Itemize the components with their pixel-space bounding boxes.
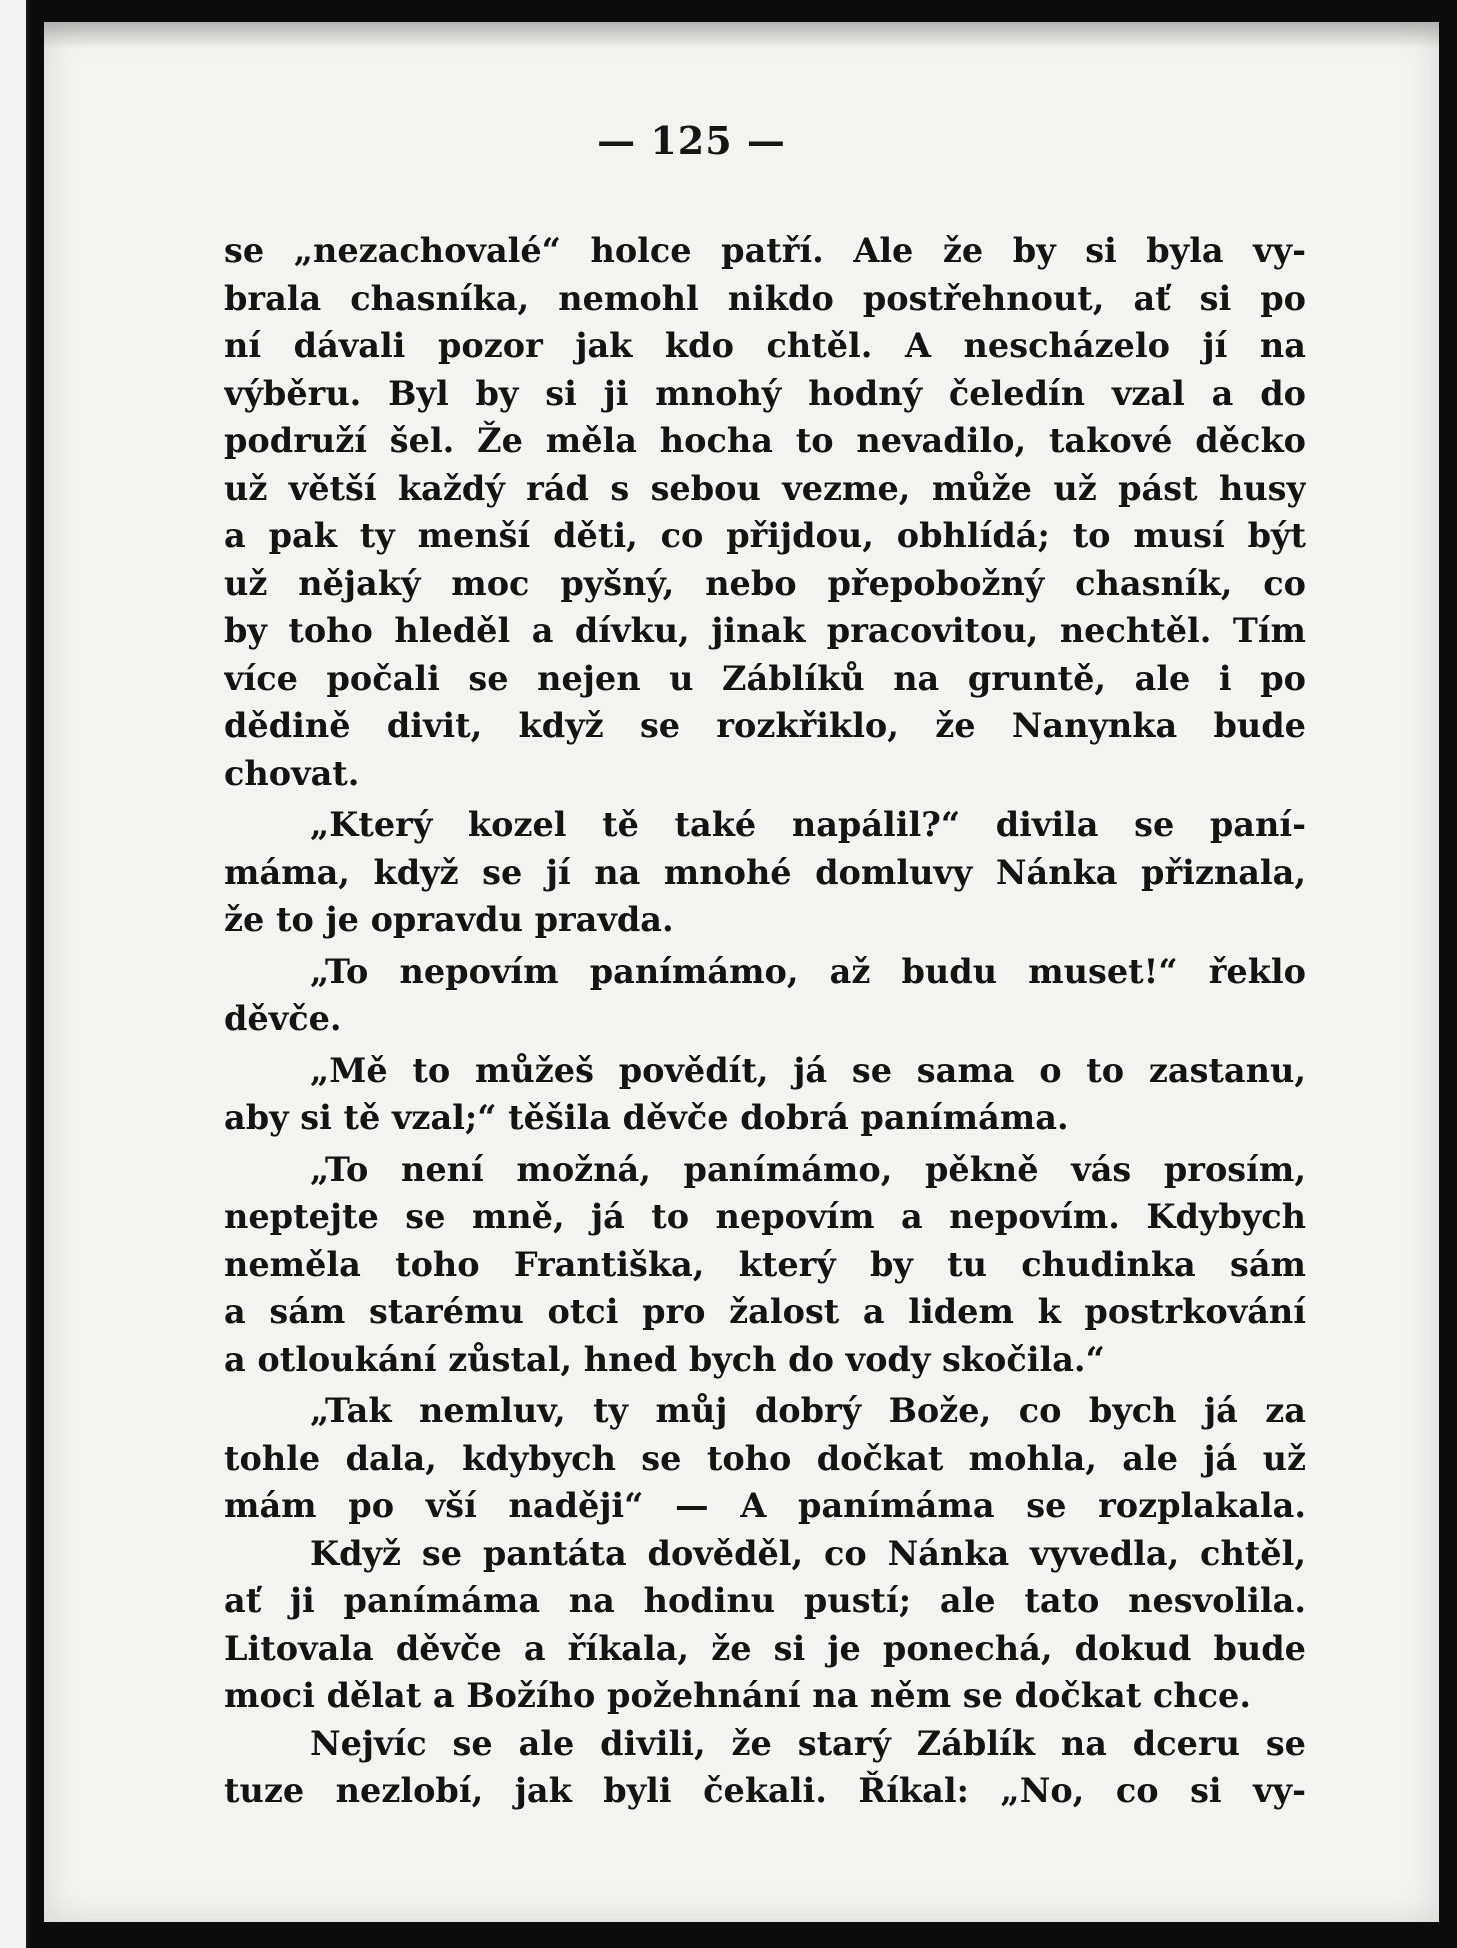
text-line: Když se pantáta dověděl, co Nánka vyvedla, chtěl, (310, 1533, 1306, 1573)
text-line: a otloukání zůstal, hned bych do vody skočila.“ (224, 1339, 1105, 1379)
text-line: a pak ty menší děti, co přijdou, obhlídá; to musí být (224, 516, 1306, 555)
text-line: by toho hleděl a dívku, jinak pracovitou, nechtěl. Tím (224, 611, 1306, 650)
text-line: Nejvíc se ale divili, že starý Záblík na dceru se (310, 1723, 1306, 1763)
text-line: „To nepovím panímámo, až budu muset!“ řeklo (310, 951, 1306, 991)
text-line: už větší každý rád s sebou vezme, může už pást husy (224, 468, 1306, 508)
text-line: ať ji panímáma na hodinu pustí; ale tato nesvolila. (224, 1581, 1306, 1620)
text-line: a sám starému otci pro žalost a lidem k postrkování (224, 1292, 1306, 1331)
text-line: chovat. (224, 753, 360, 793)
text-line: děvče. (224, 999, 342, 1038)
text-line: máma, když se jí na mnohé domluvy Nánka přiznala, (224, 852, 1306, 892)
text-line: se „nezachovalé“ holce patří. Ale že by si byla vy- (224, 231, 1306, 270)
book-page (44, 22, 1439, 1922)
text-line: ní dávali pozor jak kdo chtěl. A nescházelo jí na (224, 326, 1306, 365)
text-line: dědině divit, když se rozkřiklo, že Nanynka bude (224, 706, 1306, 745)
text-line: neptejte se mně, já to nepovím a nepovím. Kdybych (224, 1197, 1306, 1236)
text-line: tohle dala, kdybych se toho dočkat mohla, ale já už (224, 1438, 1306, 1478)
text-line: že to je opravdu pravda. (224, 900, 674, 939)
text-line: aby si tě vzal;“ těšila děvče dobrá panímáma. (224, 1098, 1069, 1137)
page-number: — 125 — (597, 118, 786, 163)
text-line: „To není možná, panímámo, pěkně vás prosím, (310, 1149, 1306, 1189)
text-line: brala chasníka, nemohl nikdo postřehnout, ať si po (224, 278, 1306, 318)
text-line: neměla toho Františka, který by tu chudinka sám (224, 1244, 1306, 1284)
text-line: více počali se nejen u Záblíků na gruntě, ale i po (224, 658, 1306, 698)
text-line: „Který kozel tě také napálil?“ divila se paní- (310, 805, 1306, 844)
text-line: moci dělat a Božího požehnání na něm se dočkat chce. (224, 1676, 1251, 1715)
page-text (224, 227, 1306, 1815)
text-line: mám po vší naději“ — A panímáma se rozplakala. (224, 1486, 1306, 1525)
text-line: „Tak nemluv, ty můj dobrý Bože, co bych já za (310, 1391, 1306, 1430)
text-line: výběru. Byl by si ji mnohý hodný čeledín vzal a do (224, 373, 1306, 413)
text-line: Litovala děvče a říkala, že si je ponechá, dokud bude (224, 1628, 1306, 1668)
text-line: podruží šel. Že měla hocha to nevadilo, takové děcko (224, 421, 1306, 460)
previous-page-edge (0, 0, 29, 1948)
text-line: už nějaký moc pyšný, nebo přepobožný chasník, co (224, 563, 1306, 603)
text-line: „Mě to můžeš povědít, já se sama o to zastanu, (310, 1050, 1306, 1090)
text-line: tuze nezlobí, jak byli čekali. Říkal: „No, co si vy- (224, 1771, 1306, 1810)
